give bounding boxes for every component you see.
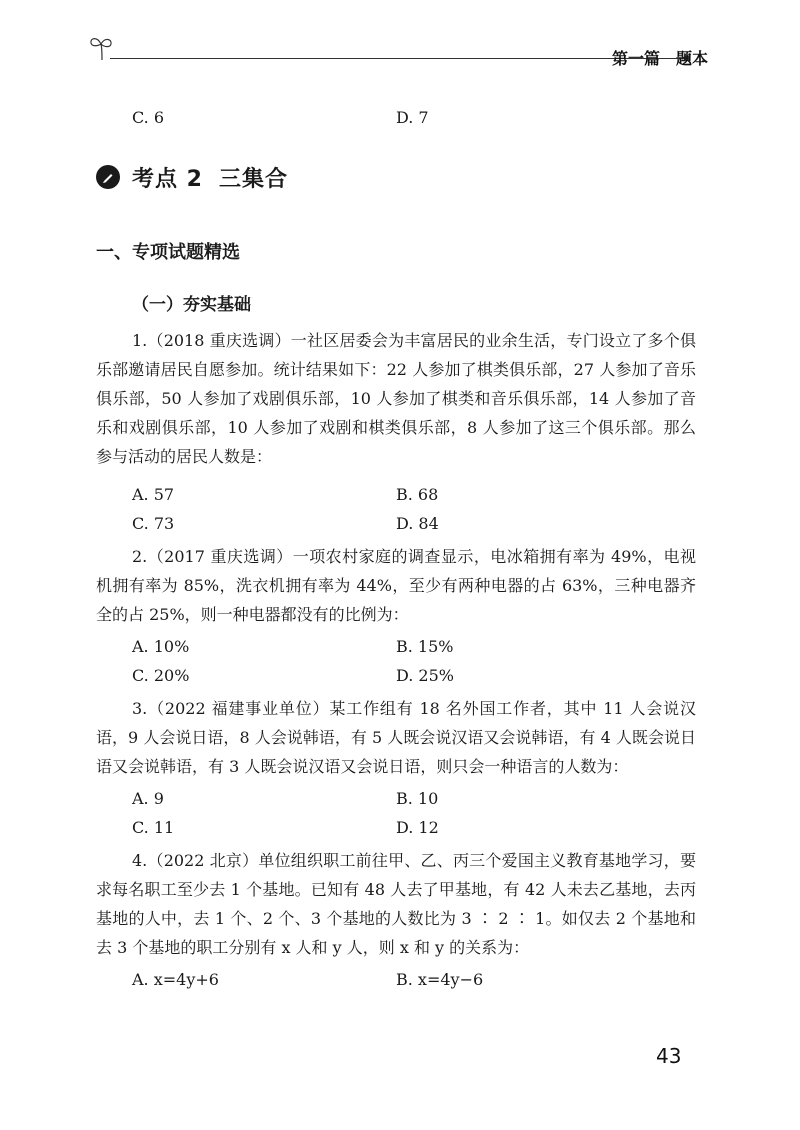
option-d: D. 84 [396, 514, 439, 533]
option-row [132, 108, 692, 132]
question-2-options-row-2 [132, 666, 692, 690]
question-3-options-row-2 [132, 818, 692, 842]
option-d: D. 25% [396, 666, 454, 685]
option-d: D. 7 [396, 108, 429, 127]
section-title [132, 162, 288, 193]
question-1-text: 1.（2018 重庆选调）一社区居委会为丰富居民的业余生活，专门设立了多个俱乐部邀请居民自愿参加。统计结果如下：22 人参加了棋类俱乐部，27 人参加了音乐俱乐部，50 人参加了戏剧俱乐部，10 人参加了棋类和音乐俱乐部，14 人参加了音乐和戏剧俱乐部，10 人参加了戏剧和棋类俱乐部，8 人参加了这三个俱乐部。那么参与活动的居民人数是： [96, 331, 696, 466]
option-b: B. x=4y−6 [396, 970, 484, 989]
question-3-options-row-1 [132, 789, 692, 813]
question-4-text: 4.（2022 北京）单位组织职工前往甲、乙、丙三个爱国主义教育基地学习，要求每名职工至少去 1 个基地。已知有 48 人去了甲基地，有 42 人未去乙基地，去丙基地的人中，去 1 个、2 个、3 个基地的人数比为 3 ∶ 2 ∶ 1。如仅去 2 个基地和去 3 个基地的职工分别有 x 人和 y 人，则 x 和 y 的关系为： [96, 851, 696, 957]
pen-badge-icon [96, 165, 120, 189]
option-d: D. 12 [396, 818, 439, 837]
question-2-text: 2.（2017 重庆选调）一项农村家庭的调查显示，电冰箱拥有率为 49%，电视机拥有率为 85%，洗衣机拥有率为 44%，至少有两种电器的占 63%，三种电器齐全的占 25%，则一种电器都没有的比例为： [96, 547, 696, 624]
page-number: 43 [656, 1044, 682, 1068]
section-code: 考点 2 [132, 166, 203, 192]
option-b: B. 68 [396, 485, 439, 504]
section-name: 三集合 [218, 166, 288, 192]
option-c: C. 11 [132, 818, 175, 837]
header-rule [110, 58, 688, 59]
heading-level-2: （一）夯实基础 [132, 295, 251, 315]
heading-level-1: 一、专项试题精选 [96, 242, 240, 263]
question-1-options-row-1 [132, 485, 692, 509]
question-2-options-row-1 [132, 637, 692, 661]
question-4-options-row-1 [132, 970, 692, 994]
question-1-options-row-2 [132, 514, 692, 538]
section-heading [96, 160, 288, 194]
option-a: A. 9 [132, 789, 164, 808]
option-a: A. 57 [132, 485, 175, 504]
option-c: C. 6 [132, 108, 165, 127]
header-title: 第一篇 题本 [611, 49, 708, 68]
option-a: A. x=4y+6 [132, 970, 219, 989]
option-c: C. 73 [132, 514, 175, 533]
page-header [88, 28, 708, 68]
question-3-text: 3.（2022 福建事业单位）某工作组有 18 名外国工作者，其中 11 人会说汉语，9 人会说日语，8 人会说韩语，有 5 人既会说汉语又会说韩语，有 4 人既会说日语又会说韩语，有 3 人既会说汉语又会说日语，则只会一种语言的人数为： [96, 699, 696, 776]
option-c: C. 20% [132, 666, 190, 685]
option-b: B. 10 [396, 789, 439, 808]
option-b: B. 15% [396, 637, 454, 656]
option-a: A. 10% [132, 637, 190, 656]
